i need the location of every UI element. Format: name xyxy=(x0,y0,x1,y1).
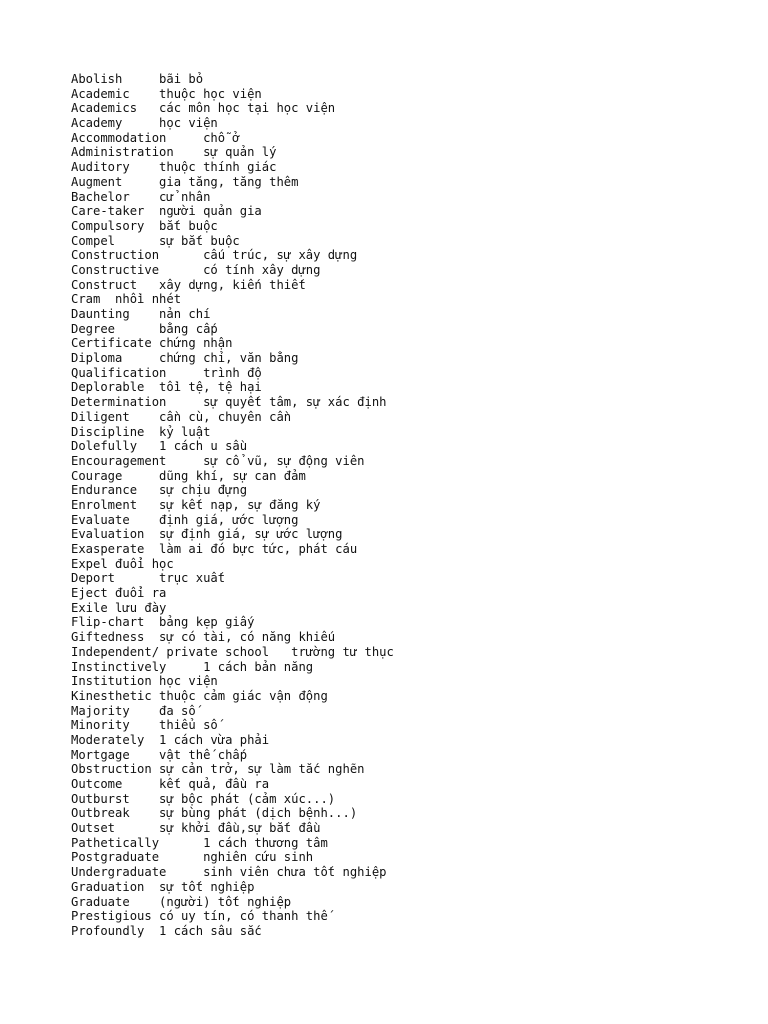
vocab-line: Degree bằng cấp xyxy=(71,321,218,336)
vocab-line: Academy học viện xyxy=(71,116,218,131)
vocab-line: Endurance sự chịu đựng xyxy=(71,483,248,498)
vocabulary-list xyxy=(71,72,748,939)
vocab-line: Abolish bãi bỏ xyxy=(71,72,204,86)
vocab-line: Compulsory bắt buộc xyxy=(71,218,218,233)
vocab-line: Profoundly 1 cách sâu sắc xyxy=(71,923,262,938)
vocab-line: Academic thuộc học viện xyxy=(71,86,262,101)
vocab-line: Augment gia tăng, tăng thêm xyxy=(71,174,299,189)
vocab-line: Exasperate làm ai đó bực tức, phát cáu xyxy=(71,542,358,556)
vocab-line: Moderately 1 cách vừa phải xyxy=(71,732,270,747)
vocab-line: Prestigious có uy tín, có thanh thế xyxy=(71,909,328,924)
vocab-line: Certificate chứng nhận xyxy=(71,336,233,351)
vocab-line: Minority thiểu số xyxy=(71,718,218,733)
vocab-line: Undergraduate sinh viên chưa tốt nghiệp xyxy=(71,865,387,880)
vocab-line: Majority đa số xyxy=(71,703,196,718)
vocab-line: Evaluate định giá, ước lượng xyxy=(71,512,299,527)
vocab-line: Enrolment sự kết nạp, sự đăng ký xyxy=(71,497,321,512)
vocab-line: Mortgage vật thế chấp xyxy=(71,747,248,762)
vocab-line: Deplorable tồi tệ, tệ hại xyxy=(71,380,262,395)
vocab-line: Eject đuổi ra xyxy=(71,586,167,601)
vocab-line: Qualification trình độ xyxy=(71,365,262,380)
vocab-line: Daunting nản chí xyxy=(71,307,211,321)
vocab-line: Diligent cần cù, chuyên cần xyxy=(71,409,292,424)
vocab-line: Giftedness sự có tài, có năng khiếu xyxy=(71,630,336,645)
vocab-line: Institution học viện xyxy=(71,674,218,689)
vocab-line: Diploma chứng chỉ, văn bằng xyxy=(71,351,299,366)
vocab-line: Discipline kỷ luật xyxy=(71,424,211,439)
vocab-line: Care-taker người quản gia xyxy=(71,204,262,219)
vocab-line: Dolefully 1 cách u sầu xyxy=(71,439,248,454)
vocab-line: Graduate (người) tốt nghiệp xyxy=(71,894,292,909)
vocab-line: Instinctively 1 cách bản năng xyxy=(71,659,314,674)
vocab-line: Expel đuổi học xyxy=(71,556,174,571)
vocab-line: Outbreak sự bùng phát (dịch bệnh...) xyxy=(71,806,358,821)
vocab-line: Accommodation chỗ ở xyxy=(71,130,240,145)
vocab-line: Outset sự khởi đầu,sự bắt đầu xyxy=(71,821,321,836)
vocab-line: Independent/ private school trường tư thục xyxy=(71,644,394,659)
vocab-line: Determination sự quyết tâm, sự xác định xyxy=(71,395,387,410)
vocab-line: Graduation sự tốt nghiệp xyxy=(71,879,255,894)
vocab-line: Construct xây dựng, kiến thiết xyxy=(71,277,306,292)
vocab-line: Obstruction sự cản trở, sự làm tắc nghẽn xyxy=(71,762,365,777)
vocab-line: Academics các môn học tại học viện xyxy=(71,101,336,116)
vocab-line: Auditory thuộc thính giác xyxy=(71,160,277,175)
vocab-line: Outburst sự bộc phát (cảm xúc...) xyxy=(71,791,336,806)
vocab-line: Courage dũng khí, sự can đảm xyxy=(71,468,306,483)
vocab-line: Cram nhồi nhét xyxy=(71,292,182,307)
vocab-line: Flip-chart bảng kẹp giấy xyxy=(71,615,255,630)
vocab-line: Evaluation sự định giá, sự ước lượng xyxy=(71,527,343,542)
vocab-line: Administration sự quản lý xyxy=(71,145,277,160)
vocab-line: Constructive có tính xây dựng xyxy=(71,262,321,277)
vocab-line: Exile lưu đày xyxy=(71,600,167,615)
vocab-line: Encouragement sự cổ vũ, sự động viên xyxy=(71,453,365,468)
vocab-line: Postgraduate nghiên cứu sinh xyxy=(71,850,314,865)
vocab-line: Construction cấu trúc, sự xây dựng xyxy=(71,248,358,263)
vocab-line: Deport trục xuất xyxy=(71,571,226,586)
vocab-line: Kinesthetic thuộc cảm giác vận động xyxy=(71,688,328,703)
vocab-line: Compel sự bắt buộc xyxy=(71,233,240,248)
vocab-line: Bachelor cử nhân xyxy=(71,189,211,204)
vocab-line: Pathetically 1 cách thương tâm xyxy=(71,835,328,850)
vocab-line: Outcome kết quả, đầu ra xyxy=(71,777,270,791)
